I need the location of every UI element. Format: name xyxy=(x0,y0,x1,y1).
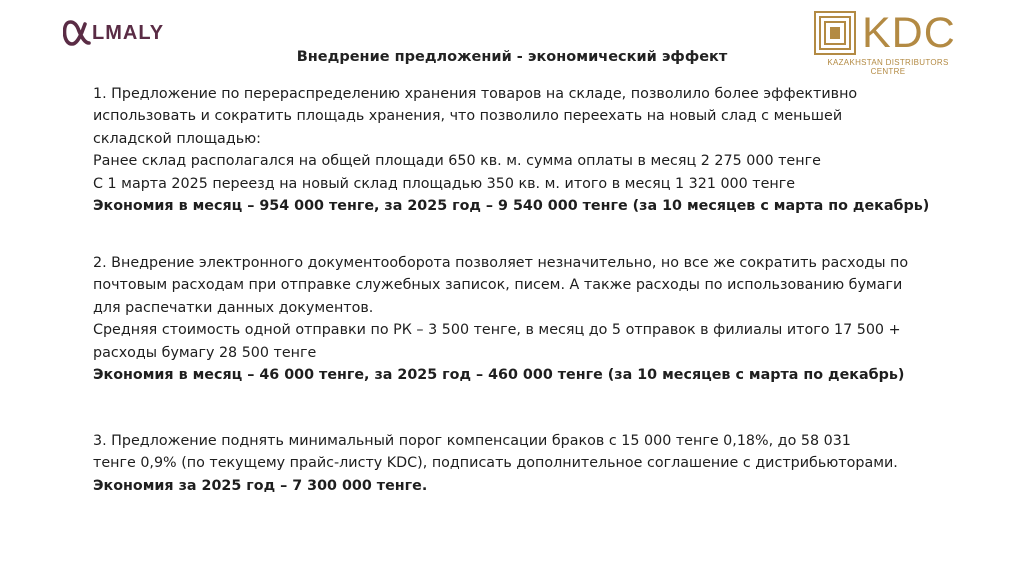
proposal-2 xyxy=(93,252,983,386)
proposal-2-detail-1: Средняя стоимость одной отправки по РК – 3 500 тенге, в месяц до 5 отправок в филиалы итого 17 500 + xyxy=(93,322,901,339)
slide-title: Внедрение предложений - экономический эффект xyxy=(296,49,728,65)
proposal-1-detail-2: С 1 марта 2025 переезд на новый склад площадью 350 кв. м. итого в месяц 1 321 000 тенге xyxy=(93,175,796,192)
almaly-logo xyxy=(63,20,164,46)
kdc-subtitle-line-1: KAZAKHSTAN DISTRIBUTORS xyxy=(827,58,949,67)
proposal-3-line-2: тенге 0,9% (по текущему прайс-листу KDC), подписать дополнительное соглашение с дистрибьюторами. xyxy=(93,455,898,472)
proposal-1-line-3: складской площадью: xyxy=(93,130,261,147)
almaly-wordmark: LMALY xyxy=(92,21,165,44)
proposal-2-line-1: 2. Внедрение электронного документооборота позволяет незначительно, но все же сократить расходы по xyxy=(93,255,909,271)
proposal-2-line-2: почтовым расходам при отправке служебных записок, писем. А также расходы по использованию бумаги xyxy=(93,277,903,294)
proposal-1-line-1: 1. Предложение по перераспределению хранения товаров на складе, позволило более эффективно xyxy=(93,86,858,102)
proposal-3 xyxy=(93,430,973,497)
proposal-2-line-3: для распечатки данных документов. xyxy=(93,299,374,316)
kdc-logo xyxy=(814,11,962,76)
proposal-1-line-2: использовать и сократить площадь хранения, что позволило переехать на новый слад с меньшей xyxy=(93,108,843,125)
proposal-1 xyxy=(93,83,973,217)
proposal-3-line-1: 3. Предложение поднять минимальный порог компенсации браков с 15 000 тенге 0,18%, до 58 031 xyxy=(93,433,851,449)
proposal-2-detail-2: расходы бумагу 28 500 тенге xyxy=(93,344,317,361)
proposal-1-detail-1: Ранее склад располагался на общей площади 650 кв. м. сумма оплаты в месяц 2 275 000 тенге xyxy=(93,153,821,170)
almaly-alpha-icon xyxy=(63,20,91,46)
proposal-2-savings: Экономия в месяц – 46 000 тенге, за 2025 год – 460 000 тенге (за 10 месяцев с марта по декабрь) xyxy=(93,367,905,384)
proposal-3-savings: Экономия за 2025 год – 7 300 000 тенге. xyxy=(93,477,428,494)
kdc-wordmark: KDC xyxy=(862,9,956,57)
proposal-1-savings: Экономия в месяц – 954 000 тенге, за 2025 год – 9 540 000 тенге (за 10 месяцев с марта по декабрь) xyxy=(93,198,930,215)
kdc-subtitle-line-2: CENTRE xyxy=(870,67,906,76)
